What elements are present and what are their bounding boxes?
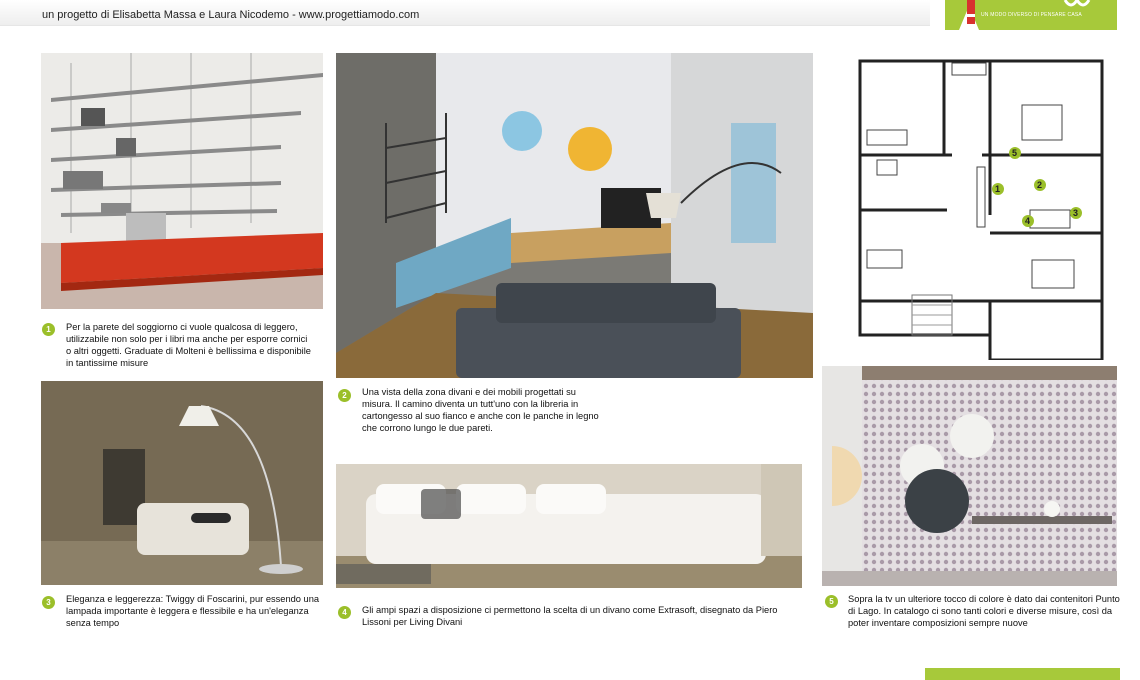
caption-2-text: Una vista della zona divani e dei mobili progettati su misura. Il camino diventa un tutt'uno con la libreria in cartongesso al suo fianco e anche con le panche in legno che corrono lungo le due pareti. (362, 387, 599, 433)
logo-tagline: UN MODO DIVERSO DI PENSARE CASA (981, 12, 1082, 18)
caption-4-text: Gli ampi spazi a disposizione ci permettono la scelta di un divano come Extrasoft, disegnato da Piero Lissoni per Living Divani (362, 605, 778, 627)
plan-marker-3: 3 (1073, 208, 1079, 218)
plan-marker-1: 1 (995, 184, 1001, 194)
floor-plan (852, 55, 1108, 360)
caption-5-text: Sopra la tv un ulteriore tocco di colore è dato dai contenitori Punto di Lago. In catalogo ci sono tanti colori e diverse misure, così da poter inventare composizioni sempre nuove (848, 594, 1120, 628)
caption-5-badge: 5 (825, 595, 838, 608)
sofa-illustration (336, 464, 802, 588)
plan-marker-4: 4 (1025, 216, 1031, 226)
living-room-render (336, 53, 813, 378)
extrasoft-sofa-photo (336, 464, 802, 588)
footer-accent-bar (925, 668, 1120, 680)
shelf-illustration (41, 53, 323, 309)
lago-illustration (822, 366, 1117, 586)
page-header (0, 0, 930, 26)
shelf-photo (41, 53, 323, 309)
caption-1-text: Per la parete del soggiorno ci vuole qualcosa di leggero, utilizzabile non solo per i libri ma anche per esporre cornici o altri oggetti. Graduate di Molteni è bellissima e disponibile in tantissime misure (66, 322, 311, 368)
caption-3-text: Eleganza e leggerezza: Twiggy di Foscarini, pur essendo una lampada importante è leggera e flessibile e ha un'eleganza senza tempo (66, 594, 320, 628)
floor-plan-drawing (852, 55, 1108, 360)
punto-di-lago-photo (822, 366, 1117, 586)
brand-logo (945, 0, 1117, 30)
lamp-illustration (41, 381, 323, 585)
credit-line: un progetto di Elisabetta Massa e Laura Nicodemo - www.progettiamodo.com (42, 9, 420, 21)
plan-marker-5: 5 (1012, 148, 1018, 158)
caption-4-badge: 4 (338, 606, 351, 619)
twiggy-lamp-photo (41, 381, 323, 585)
plan-marker-2: 2 (1037, 180, 1043, 190)
render-illustration (336, 53, 813, 378)
caption-1-badge: 1 (42, 323, 55, 336)
caption-2-badge: 2 (338, 389, 351, 402)
caption-3-badge: 3 (42, 596, 55, 609)
